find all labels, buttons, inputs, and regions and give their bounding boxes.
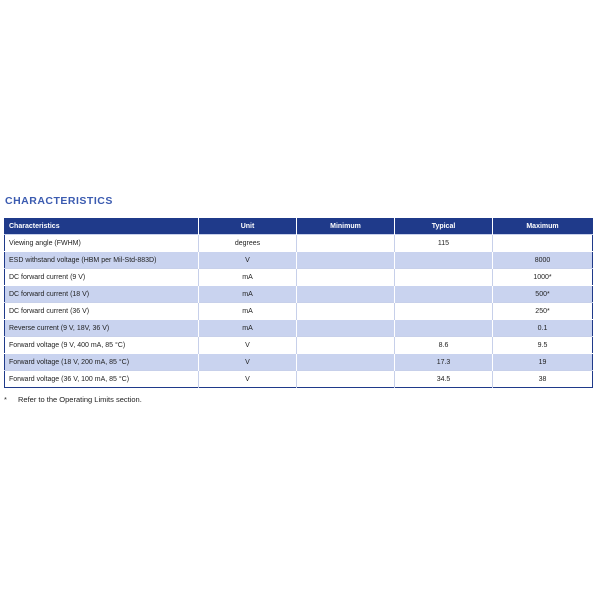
cell-characteristic: Reverse current (9 V, 18V, 36 V) — [5, 320, 199, 337]
header-typical: Typical — [395, 219, 493, 235]
cell-typical: 34.5 — [395, 371, 493, 388]
cell-maximum — [493, 235, 593, 252]
table-row — [5, 269, 593, 286]
header-characteristics: Characteristics — [5, 219, 199, 235]
table-row — [5, 320, 593, 337]
cell-minimum — [297, 337, 395, 354]
header-minimum: Minimum — [297, 219, 395, 235]
cell-characteristic: ESD withstand voltage (HBM per Mil-Std-883D) — [5, 252, 199, 269]
table-row — [5, 252, 593, 269]
cell-typical — [395, 252, 493, 269]
cell-minimum — [297, 354, 395, 371]
footnote-text: Refer to the Operating Limits section. — [18, 395, 142, 404]
cell-typical: 8.6 — [395, 337, 493, 354]
table-header-row — [5, 219, 593, 235]
cell-characteristic: DC forward current (9 V) — [5, 269, 199, 286]
cell-characteristic: Viewing angle (FWHM) — [5, 235, 199, 252]
cell-maximum: 19 — [493, 354, 593, 371]
footnote — [4, 395, 142, 404]
cell-unit: degrees — [199, 235, 297, 252]
characteristics-table — [4, 218, 593, 388]
table-row — [5, 371, 593, 388]
table-row — [5, 337, 593, 354]
cell-unit: V — [199, 371, 297, 388]
cell-characteristic: DC forward current (36 V) — [5, 303, 199, 320]
cell-unit: mA — [199, 303, 297, 320]
cell-minimum — [297, 303, 395, 320]
cell-maximum: 8000 — [493, 252, 593, 269]
cell-minimum — [297, 235, 395, 252]
cell-typical: 17.3 — [395, 354, 493, 371]
cell-maximum: 1000* — [493, 269, 593, 286]
cell-maximum: 250* — [493, 303, 593, 320]
cell-maximum: 9.5 — [493, 337, 593, 354]
cell-minimum — [297, 269, 395, 286]
table-row — [5, 303, 593, 320]
cell-typical — [395, 303, 493, 320]
cell-characteristic: Forward voltage (9 V, 400 mA, 85 °C) — [5, 337, 199, 354]
cell-unit: mA — [199, 320, 297, 337]
cell-typical — [395, 320, 493, 337]
cell-unit: mA — [199, 269, 297, 286]
footnote-mark: * — [4, 395, 7, 404]
cell-characteristic: Forward voltage (36 V, 100 mA, 85 °C) — [5, 371, 199, 388]
cell-maximum: 38 — [493, 371, 593, 388]
table-row — [5, 235, 593, 252]
cell-minimum — [297, 320, 395, 337]
table-row — [5, 354, 593, 371]
header-maximum: Maximum — [493, 219, 593, 235]
cell-unit: mA — [199, 286, 297, 303]
cell-maximum: 0.1 — [493, 320, 593, 337]
cell-unit: V — [199, 337, 297, 354]
cell-minimum — [297, 252, 395, 269]
table-row — [5, 286, 593, 303]
header-unit: Unit — [199, 219, 297, 235]
cell-characteristic: Forward voltage (18 V, 200 mA, 85 °C) — [5, 354, 199, 371]
cell-unit: V — [199, 354, 297, 371]
cell-typical — [395, 286, 493, 303]
cell-typical: 115 — [395, 235, 493, 252]
cell-unit: V — [199, 252, 297, 269]
cell-typical — [395, 269, 493, 286]
cell-minimum — [297, 286, 395, 303]
cell-characteristic: DC forward current (18 V) — [5, 286, 199, 303]
cell-minimum — [297, 371, 395, 388]
section-title: CHARACTERISTICS — [5, 195, 113, 207]
cell-maximum: 500* — [493, 286, 593, 303]
